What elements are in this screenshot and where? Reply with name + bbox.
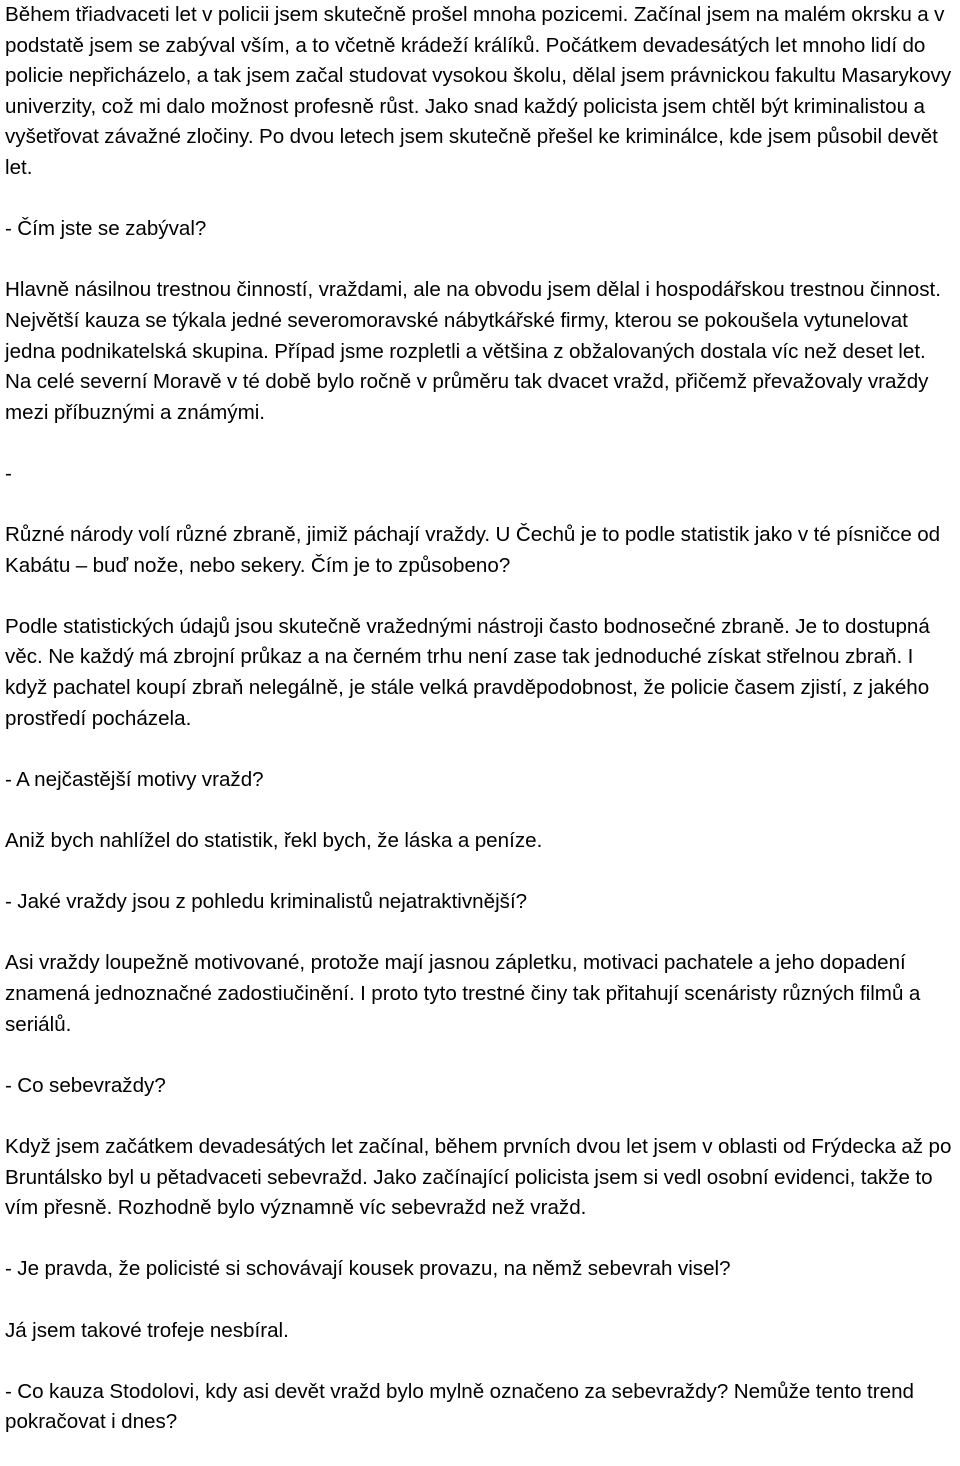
question-motives: - A nejčastější motivy vražd? — [5, 767, 264, 791]
question-stodola-case: - Co kauza Stodolovi, kdy asi devět vražd bylo mylně označeno za sebevraždy? Nemůže tento trend pokračovat i dnes? — [5, 1379, 914, 1434]
paragraph-motives-answer: Aniž bych nahlížel do statistik, řekl bych, že láska a peníze. — [5, 829, 543, 853]
paragraph-violent-crime: Hlavně násilnou trestnou činností, vraždami, ale na obvodu jsem dělal i hospodářskou trestnou činnost. Největší kauza se týkala jedné severomoravské nábytkářské firmy, kterou se pokoušela vytunelovat jedna podnikatelská skupina. Případ jsme rozpletli a většina z obžalovaných dostala víc než deset let. — [5, 278, 941, 363]
question-weapons: Různé národy volí různé zbraně, jimiž páchají vraždy. U Čechů je to podle statistik jako v té písničce od Kabátu – buď nože, nebo sekery. Čím je to způsobeno? — [5, 523, 941, 577]
paragraph-most-attractive-answer: Asi vraždy loupežně motivované, protože mají jasnou zápletku, motivaci pachatele a jeho dopadení znamená jednoznačné zadostiučinění. I proto tyto trestné činy tak přitahují scenáristy různých filmů a seriálů. — [5, 951, 921, 1036]
question-most-attractive: - Jaké vraždy jsou z pohledu kriminalistů nejatraktivnější? — [5, 890, 528, 914]
question-rope: - Je pravda, že policisté si schovávají kousek provazu, na němž sebevrah visel? — [5, 1257, 731, 1281]
paragraph-career-intro: Během třiadvaceti let v policii jsem skutečně prošel mnoha pozicemi. Začínal jsem na malém okrsku a v podstatě jsem se zabýval vším, a to včetně krádeží králíků. Počátkem devadesátých let mnoho lidí do policie nepřicházelo, a tak jsem začal studovat vysokou školu, dělal jsem právnickou fakultu Masarykovy univerzity, což mi dalo možnost profesně růst. Jako snad každý policista jsem chtěl být kriminalistou a vyšetřovat závažné zločiny. Po dvou letech jsem skutečně přešel ke kriminálce, kde jsem působil devět let. — [5, 3, 952, 179]
separator-dash: - — [5, 461, 12, 485]
paragraph-suicides-answer: Když jsem začátkem devadesátých let začínal, během prvních dvou let jsem v oblasti od Frýdecka až po Bruntálsko byl u pětadvaceti sebevražd. Jako začínající policista jsem si vedl osobní evidenci, takže to vím přesně. Rozhodně bylo významně víc sebevražd než vražd. — [5, 1134, 952, 1220]
paragraph-weapons-answer: Podle statistických údajů jsou skutečně vražednými nástroji často bodnosečné zbraně. Je to dostupná věc. Ne každý má zbrojní průkaz a na černém trhu není zase tak jednoduché získat střelnou zbraň. I když pachatel koupí zbraň nelegálně, je stále velká pravděpodobnost, že policie časem zjistí, z jakého prostředí pocházela. — [5, 614, 930, 730]
paragraph-north-moravia-murders: Na celé severní Moravě v té době bylo ročně v průměru tak dvacet vražd, přičemž převažovaly vraždy mezi příbuznými a známými. — [5, 370, 929, 424]
paragraph-rope-answer: Já jsem takové trofeje nesbíral. — [5, 1318, 289, 1342]
document-page — [5, 0, 958, 1438]
question-suicides: - Co sebevraždy? — [5, 1073, 166, 1097]
question-what-did-you-do: - Čím jste se zabýval? — [5, 217, 207, 241]
